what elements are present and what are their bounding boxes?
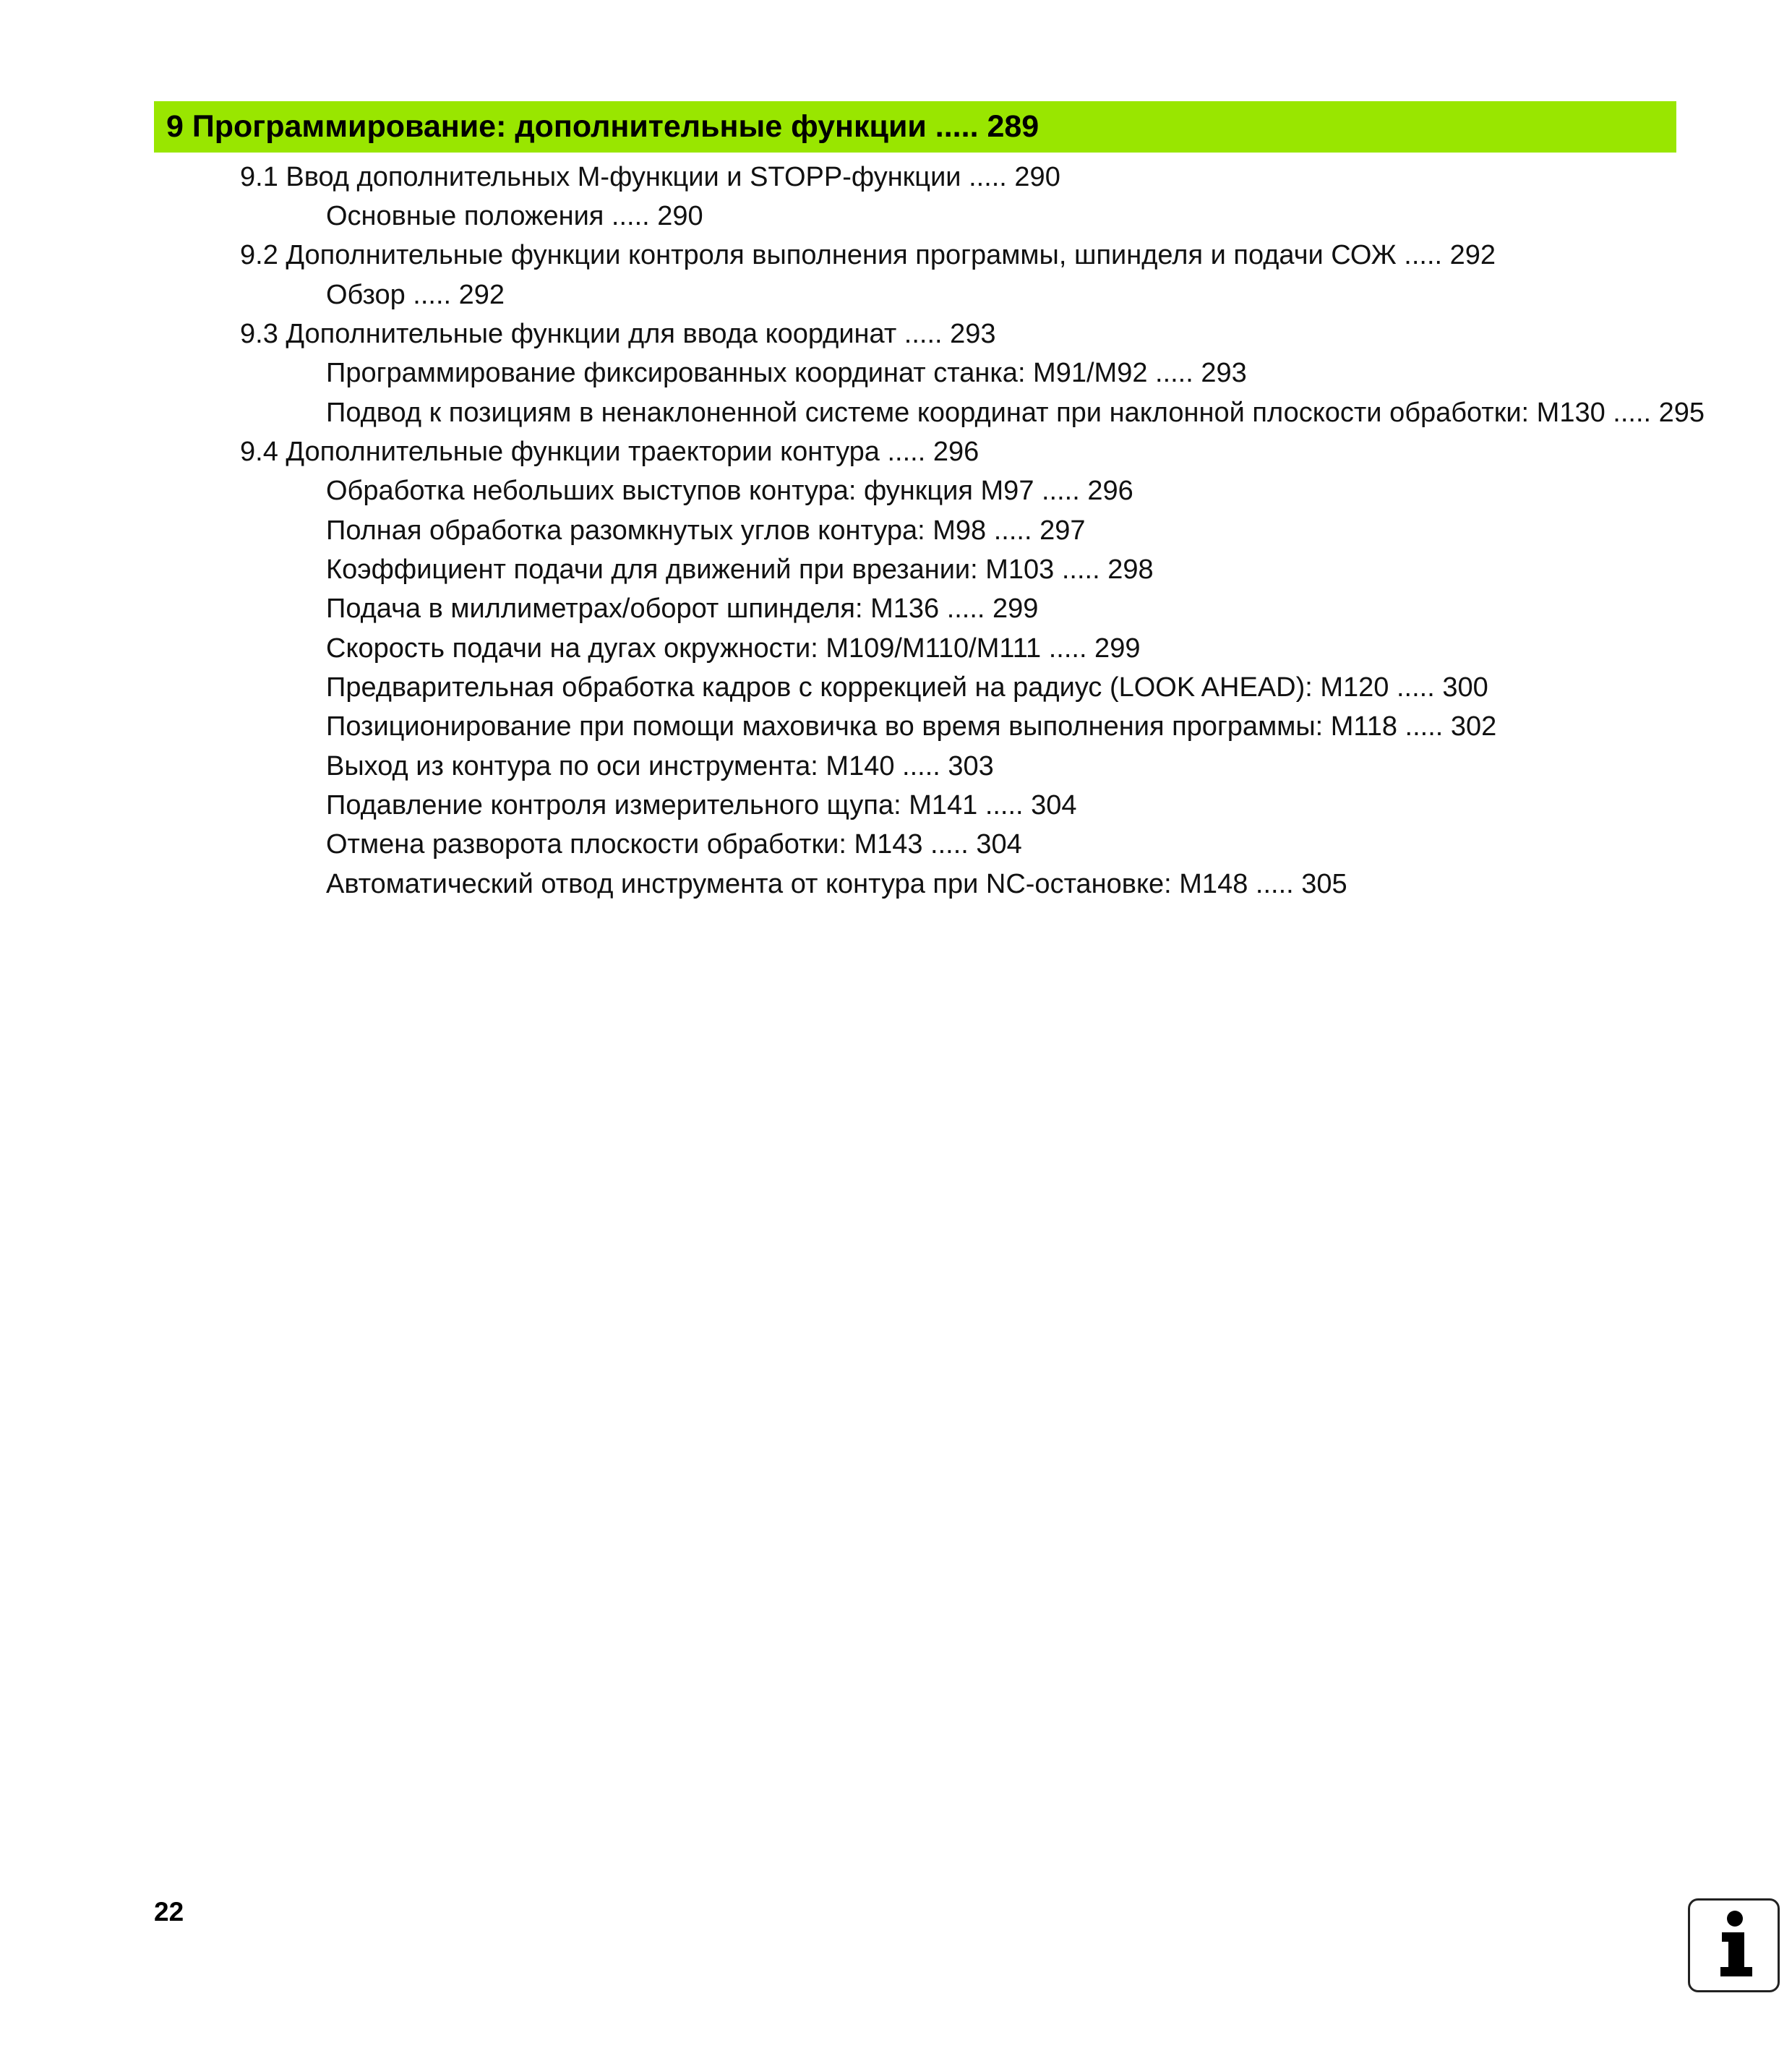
info-badge <box>1688 1898 1780 1992</box>
toc-entry[interactable]: Основные положения ..... 290 <box>326 201 703 231</box>
toc-entry[interactable]: Полная обработка разомкнутых углов контура: M98 ..... 297 <box>326 515 1086 546</box>
toc-entry[interactable]: Обработка небольших выступов контура: функция M97 ..... 296 <box>326 476 1133 506</box>
toc-entry-9-1[interactable]: 9.1 Ввод дополнительных М-функции и STOPP-функции ..... 290 <box>240 162 1060 192</box>
toc-entry-9-3[interactable]: 9.3 Дополнительные функции для ввода координат ..... 293 <box>240 319 996 349</box>
toc-entry[interactable]: Подавление контроля измерительного щупа: M141 ..... 304 <box>326 790 1077 821</box>
toc-entry[interactable]: Скорость подачи на дугах окружности: M109/M110/M111 ..... 299 <box>326 633 1141 664</box>
toc-entry[interactable]: Отмена разворота плоскости обработки: M143 ..... 304 <box>326 829 1022 860</box>
info-icon <box>1690 1901 1778 1990</box>
toc-entry[interactable]: Предварительная обработка кадров с коррекцией на радиус (LOOK AHEAD): M120 ..... 300 <box>326 672 1488 703</box>
chapter-title: 9 Программирование: дополнительные функции ..... 289 <box>166 109 1039 144</box>
chapter-heading[interactable] <box>154 101 1676 153</box>
toc-entry[interactable]: Выход из контура по оси инструмента: M140 ..... 303 <box>326 751 994 781</box>
toc-entry[interactable]: Позиционирование при помощи маховичка во время выполнения программы: M118 ..... 302 <box>326 711 1497 742</box>
toc-entry[interactable]: Обзор ..... 292 <box>326 280 505 310</box>
page-number: 22 <box>154 1897 184 1927</box>
toc-entry[interactable]: Программирование фиксированных координат станка: M91/M92 ..... 293 <box>326 358 1247 388</box>
toc-entry[interactable]: Коэффициент подачи для движений при врезании: M103 ..... 298 <box>326 554 1154 585</box>
toc-entry[interactable]: Подача в миллиметрах/оборот шпинделя: M136 ..... 299 <box>326 594 1039 624</box>
toc-entry[interactable]: Автоматический отвод инструмента от контура при NC-остановке: M148 ..... 305 <box>326 869 1347 899</box>
toc-entry-9-4[interactable]: 9.4 Дополнительные функции траектории контура ..... 296 <box>240 437 979 467</box>
toc-entry[interactable]: Подвод к позициям в ненаклоненной системе координат при наклонной плоскости обработки: M130 ..... 295 <box>326 398 1705 428</box>
toc-entry-9-2[interactable]: 9.2 Дополнительные функции контроля выполнения программы, шпинделя и подачи СОЖ ..... 292 <box>240 240 1496 270</box>
